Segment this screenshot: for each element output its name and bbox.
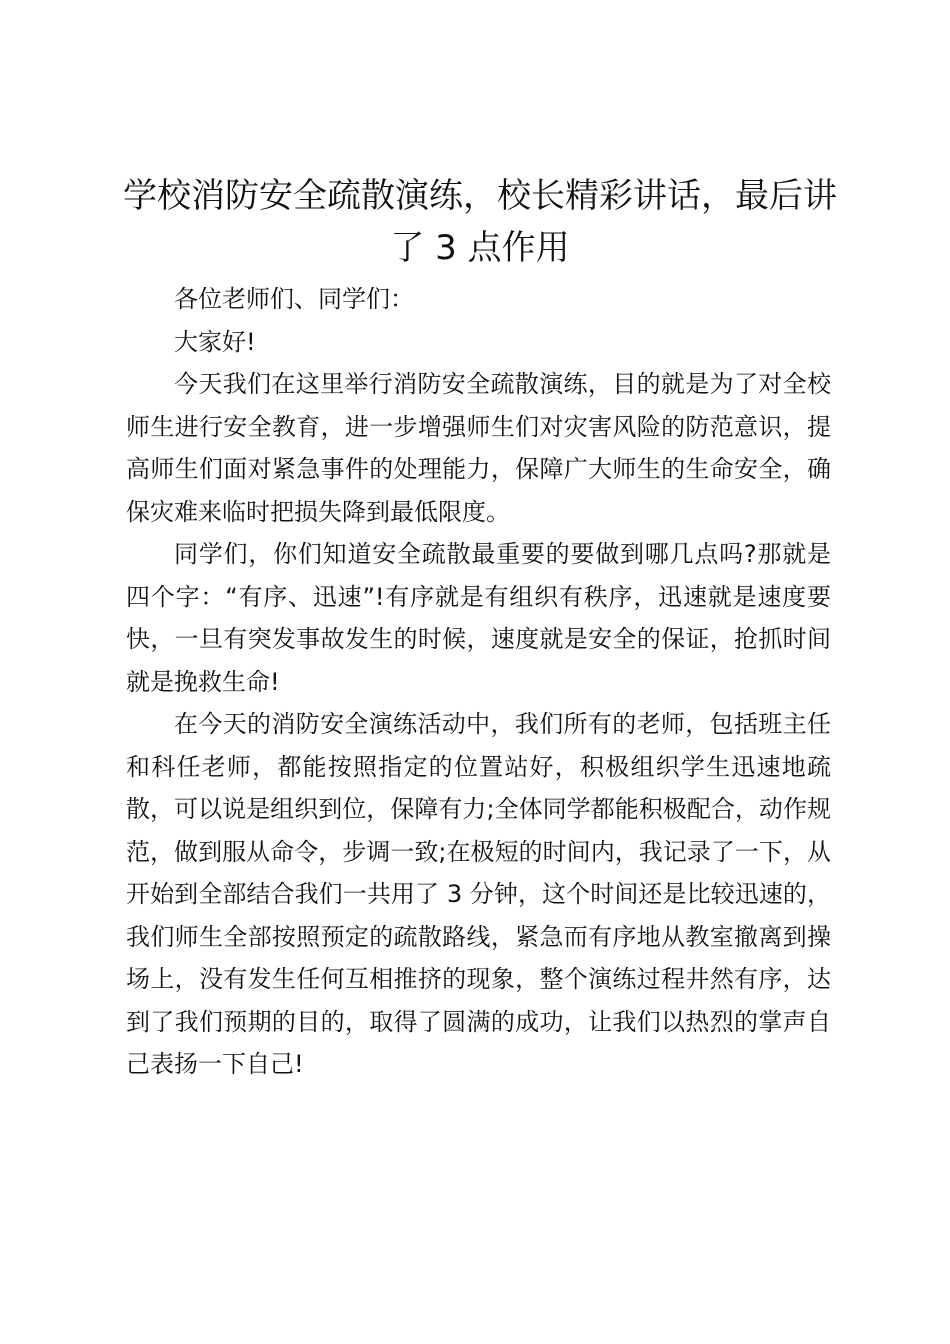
paragraph-key-points: 同学们，你们知道安全疏散最重要的要做到哪几点吗?那就是四个字：“有序、迅速”!有序就是有组织有秩序，迅速就是速度要快，一旦有突发事故发生的时候，速度就是安全的保证，抢抓时间就是挽救生命! xyxy=(126,540,831,696)
paragraph-purpose: 今天我们在这里举行消防安全疏散演练，目的就是为了对全校师生进行安全教育，进一步增强师生们对灾害风险的防范意识，提高师生们面对紧急事件的处理能力，保障广大师生的生命安全，确保灾难来临时把损失降到最低限度。 xyxy=(126,370,831,526)
document-title: 学校消防安全疏散演练，校长精彩讲话，最后讲了 3 点作用 xyxy=(123,176,837,268)
paragraph-hello: 大家好! xyxy=(174,327,256,356)
paragraph-greeting: 各位老师们、同学们： xyxy=(174,285,414,313)
document-body xyxy=(126,278,831,1086)
paragraph-drill-summary: 在今天的消防安全演练活动中，我们所有的老师，包括班主任和科任老师，都能按照指定的位置站好，积极组织学生迅速地疏散，可以说是组织到位，保障有力;全体同学都能积极配合，动作规范，做到服从命令，步调一致;在极短的时间内，我记录了一下，从开始到全部结合我们一共用了 3 分钟，这个时间还是比较迅速的，我们师生全部按照预定的疏散路线，紧急而有序地从教室撤离到操场上，没有发生任何互相推挤的现象，整个演练过程井然有序，达到了我们预期的目的，取得了圆满的成功，让我们以热烈的掌声自己表扬一下自己! xyxy=(126,710,831,1078)
